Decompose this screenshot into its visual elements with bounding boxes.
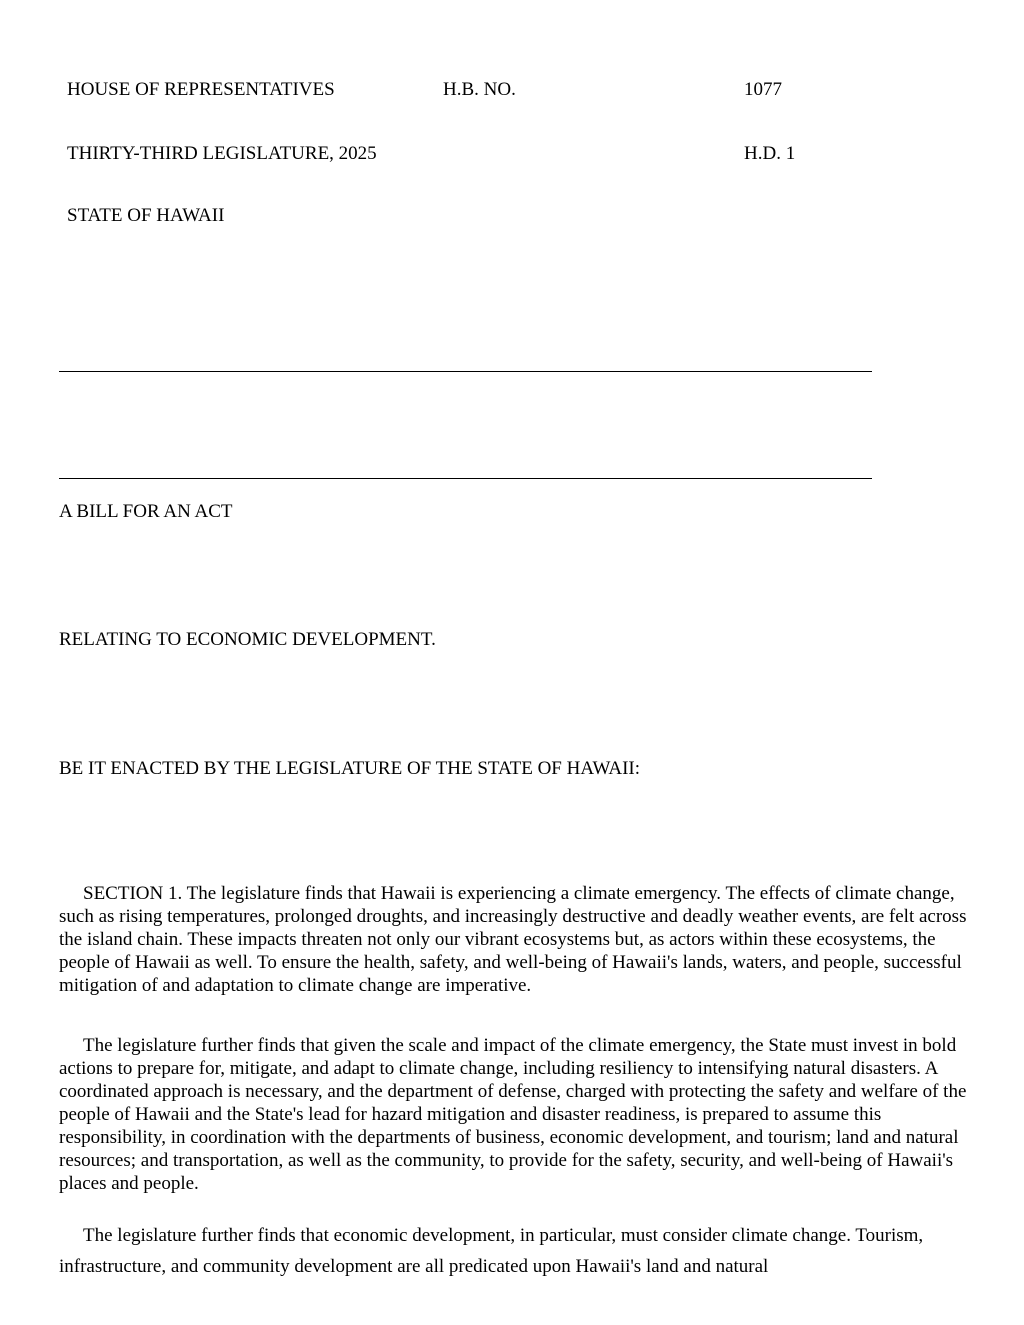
bill-number-label: H.B. NO. bbox=[443, 79, 516, 100]
title-divider-top bbox=[59, 371, 872, 372]
legislature-session: THIRTY-THIRD LEGISLATURE, 2025 bbox=[67, 143, 377, 164]
chamber-name: HOUSE OF REPRESENTATIVES bbox=[67, 79, 335, 100]
house-draft: H.D. 1 bbox=[744, 143, 796, 164]
section-1-paragraph-2: The legislature further finds that given the scale and impact of the climate emergency, the State must invest in bold actions to prepare for, mitigate, and adapt to climate change, including resiliency to intensifying natural disasters. A coordinated approach is necessary, and the department of defense, charged with protecting the safety and welfare of the people of Hawaii and the State's lead for hazard mitigation and disaster readiness, is prepared to assume this responsibility, in coordination with the departments of business, economic development, and tourism; land and natural resources; and transportation, as well as the community, to provide for the safety, security, and well-being of Hawaii's places and people. bbox=[59, 1035, 967, 1194]
relating-to-title: RELATING TO ECONOMIC DEVELOPMENT. bbox=[59, 629, 436, 650]
section-1-paragraph-1: SECTION 1. The legislature finds that Hawaii is experiencing a climate emergency. The effects of climate change, such as rising temperatures, prolonged droughts, and increasingly destructive and deadly weather events, are felt across the island chain. These impacts threaten not only our vibrant ecosystems but, as actors within these ecosystems, the people of Hawaii as well. To ensure the health, safety, and well-being of Hawaii's lands, waters, and people, successful mitigation of and adaptation to climate change are imperative. bbox=[59, 883, 967, 996]
state-name: STATE OF HAWAII bbox=[67, 205, 225, 226]
title-divider-bottom bbox=[59, 478, 872, 479]
enacting-clause: BE IT ENACTED BY THE LEGISLATURE OF THE STATE OF HAWAII: bbox=[59, 758, 641, 779]
bill-for-act-heading: A BILL FOR AN ACT bbox=[59, 501, 233, 522]
bill-number: 1077 bbox=[744, 79, 782, 100]
section-1-paragraph-3: The legislature further finds that economic development, in particular, must consider climate change. Tourism, infrastructure, and community development are all predicated upon Hawaii's land and natural bbox=[59, 1225, 924, 1277]
